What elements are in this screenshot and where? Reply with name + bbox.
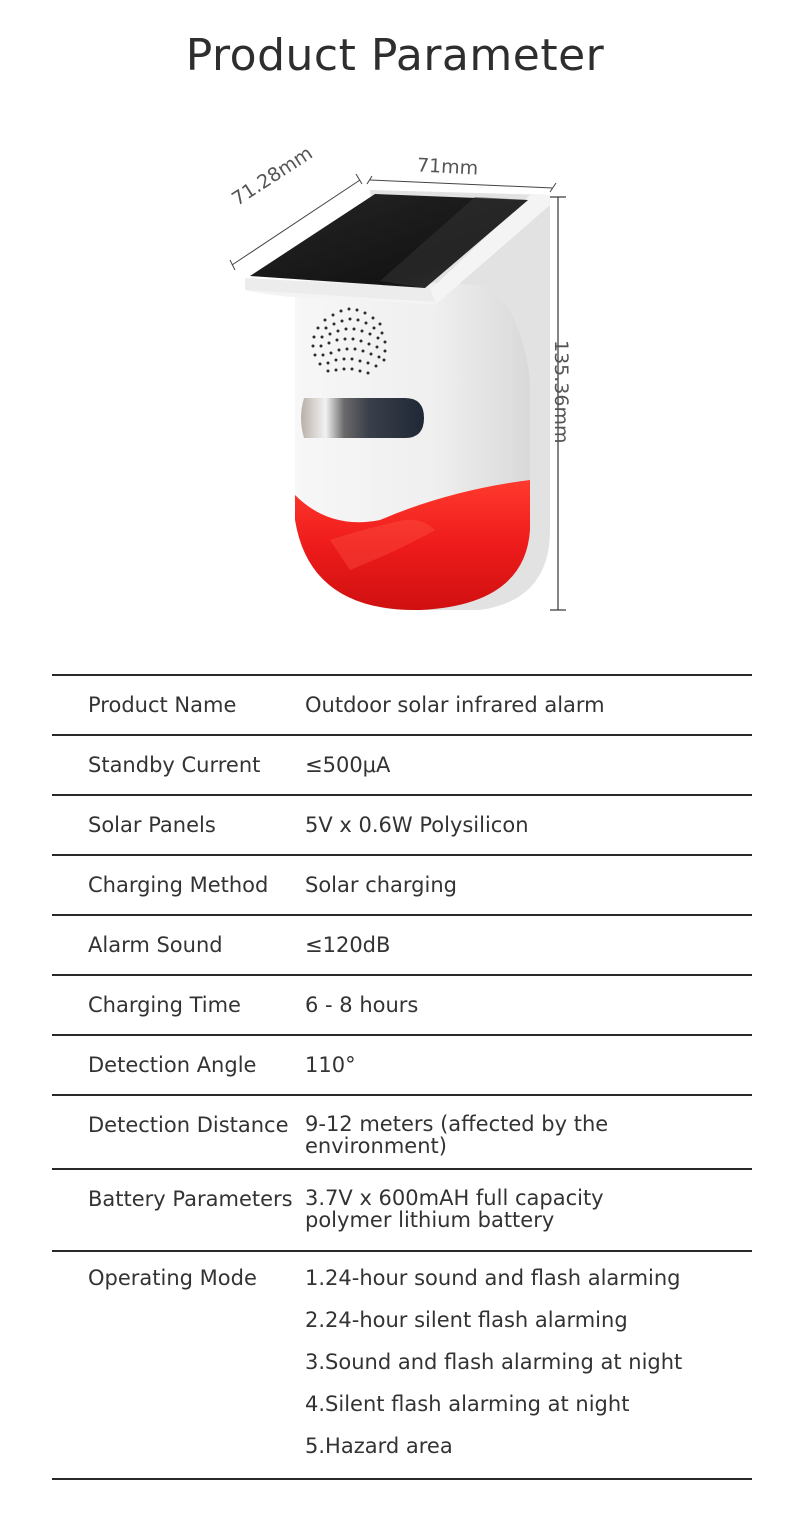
spec-row-alarm-sound bbox=[52, 916, 752, 976]
spec-row-charging-method bbox=[52, 856, 752, 916]
operating-modes-list bbox=[305, 1266, 752, 1476]
solar-alarm-device-image bbox=[220, 150, 600, 630]
spec-value bbox=[305, 1113, 752, 1157]
spec-label: Alarm Sound bbox=[88, 933, 223, 957]
spec-row-detection-angle bbox=[52, 1036, 752, 1096]
spec-label: Solar Panels bbox=[88, 813, 216, 837]
width-dimension-label: 71mm bbox=[416, 154, 479, 180]
spec-row-detection-distance bbox=[52, 1096, 752, 1170]
spec-row-charging-time bbox=[52, 976, 752, 1036]
spec-value: ≤500μA bbox=[305, 753, 391, 777]
spec-value: 6 - 8 hours bbox=[305, 993, 419, 1017]
operating-mode-item: 5.Hazard area bbox=[305, 1434, 453, 1458]
height-dimension-label: 135.36mm bbox=[550, 340, 572, 444]
spec-label: Detection Distance bbox=[88, 1113, 289, 1137]
spec-row-operating-mode bbox=[52, 1252, 752, 1480]
page-title: Product Parameter bbox=[185, 30, 605, 81]
spec-row-battery-parameters bbox=[52, 1170, 752, 1252]
spec-label: Product Name bbox=[88, 693, 237, 717]
spec-value-line: environment) bbox=[305, 1134, 447, 1158]
depth-dimension-label: 71.28mm bbox=[228, 142, 317, 211]
operating-mode-item: 4.Silent flash alarming at night bbox=[305, 1392, 630, 1416]
spec-value: Solar charging bbox=[305, 873, 457, 897]
spec-value: ≤120dB bbox=[305, 933, 391, 957]
spec-label: Charging Time bbox=[88, 993, 241, 1017]
spec-value: 110° bbox=[305, 1053, 356, 1077]
spec-table bbox=[52, 674, 752, 1480]
spec-row-solar-panels bbox=[52, 796, 752, 856]
spec-value: Outdoor solar infrared alarm bbox=[305, 693, 605, 717]
spec-label: Battery Parameters bbox=[88, 1187, 293, 1211]
operating-mode-item: 3.Sound and flash alarming at night bbox=[305, 1350, 683, 1374]
operating-mode-item: 1.24-hour sound and flash alarming bbox=[305, 1266, 681, 1290]
spec-row-standby-current bbox=[52, 736, 752, 796]
spec-row-product-name bbox=[52, 676, 752, 736]
spec-value-line: 9-12 meters (affected by the bbox=[305, 1112, 609, 1136]
product-illustration bbox=[220, 142, 600, 630]
spec-label: Standby Current bbox=[88, 753, 261, 777]
spec-value-line: 3.7V x 600mAH full capacity bbox=[305, 1186, 604, 1210]
spec-value bbox=[305, 1187, 752, 1231]
spec-label: Detection Angle bbox=[88, 1053, 257, 1077]
spec-label: Operating Mode bbox=[88, 1266, 257, 1290]
spec-value: 5V x 0.6W Polysilicon bbox=[305, 813, 529, 837]
spec-value-line: polymer lithium battery bbox=[305, 1208, 555, 1232]
spec-label: Charging Method bbox=[88, 873, 269, 897]
pir-sensor-window bbox=[301, 398, 424, 438]
operating-mode-item: 2.24-hour silent flash alarming bbox=[305, 1308, 628, 1332]
